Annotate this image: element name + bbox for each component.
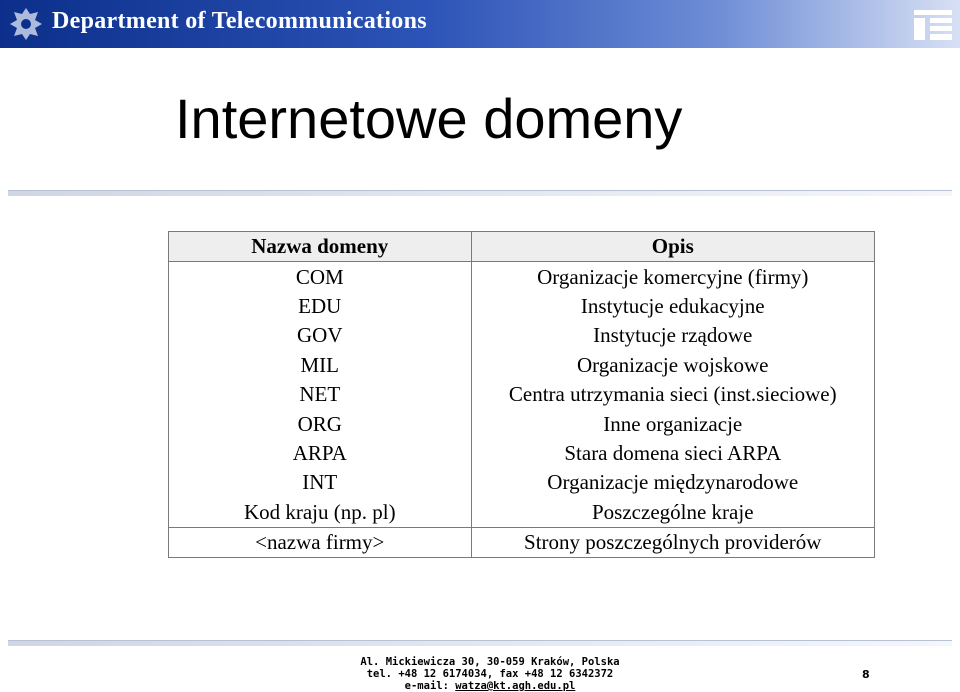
domain-cell: INT [169, 468, 472, 497]
description-cell: Strony poszczególnych providerów [471, 527, 874, 557]
description-cell: Organizacje wojskowe [471, 351, 874, 380]
footer-phone: tel. +48 12 6174034, fax +48 12 6342372 [366, 668, 614, 680]
footer-address: Al. Mickiewicza 30, 30-059 Kraków, Polska [360, 656, 620, 668]
domain-cell: MIL [169, 351, 472, 380]
table-row [169, 351, 875, 380]
description-cell: Organizacje międzynarodowe [471, 468, 874, 497]
footer-email-link[interactable]: watza@kt.agh.edu.pl [455, 680, 576, 692]
domain-cell: GOV [169, 321, 472, 350]
domain-cell: Kod kraju (np. pl) [169, 498, 472, 528]
domain-cell: <nazwa firmy> [169, 527, 472, 557]
page-number: 8 [862, 668, 870, 681]
header-domain-name: Nazwa domeny [169, 232, 472, 262]
table-row [169, 468, 875, 497]
table-row [169, 409, 875, 438]
domain-cell: ORG [169, 409, 472, 438]
header-description: Opis [471, 232, 874, 262]
footer-email-label: e-mail: [404, 680, 456, 692]
table-row [169, 498, 875, 528]
domain-cell: ARPA [169, 439, 472, 468]
table-row [169, 262, 875, 292]
footer-divider [8, 640, 952, 646]
header-banner [0, 0, 960, 48]
table-header-row [169, 232, 875, 262]
domain-cell: COM [169, 262, 472, 292]
description-cell: Stara domena sieci ARPA [471, 439, 874, 468]
domain-cell: NET [169, 380, 472, 409]
footer-contact [300, 656, 680, 692]
eagle-crest-icon [8, 4, 44, 44]
domains-table [168, 231, 875, 558]
table-row [169, 439, 875, 468]
description-cell: Poszczególne kraje [471, 498, 874, 528]
title-divider [8, 190, 952, 196]
description-cell: Instytucje rządowe [471, 321, 874, 350]
description-cell: Instytucje edukacyjne [471, 292, 874, 321]
table-row [169, 380, 875, 409]
footer-email-line [300, 680, 680, 692]
table-row [169, 321, 875, 350]
table-row [169, 527, 875, 557]
kt-logo-icon [910, 4, 956, 44]
slide-title: Internetowe domeny [175, 87, 683, 150]
description-cell: Organizacje komercyjne (firmy) [471, 262, 874, 292]
description-cell: Centra utrzymania sieci (inst.sieciowe) [471, 380, 874, 409]
domain-cell: EDU [169, 292, 472, 321]
department-title: Department of Telecommunications [52, 8, 427, 34]
table-row [169, 292, 875, 321]
description-cell: Inne organizacje [471, 409, 874, 438]
